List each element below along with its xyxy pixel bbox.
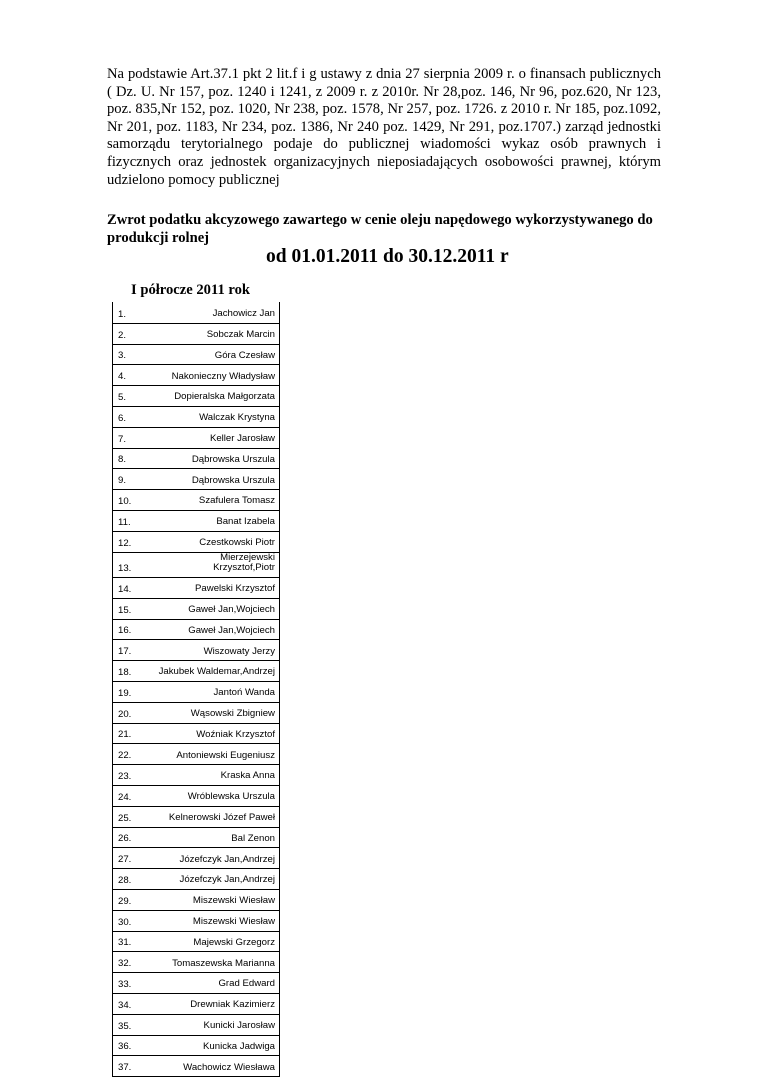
row-number: 16. bbox=[118, 625, 132, 637]
table-row bbox=[113, 681, 279, 702]
row-number: 34. bbox=[118, 999, 132, 1011]
recipient-name: Józefczyk Jan,Andrzej bbox=[179, 874, 275, 886]
row-number: 13. bbox=[118, 563, 132, 575]
table-row bbox=[113, 723, 279, 744]
row-number: 4. bbox=[118, 371, 127, 383]
intro-paragraph: Na podstawie Art.37.1 pkt 2 lit.f i g ustawy z dnia 27 sierpnia 2009 r. o finansach publicznych ( Dz. U. Nr 157, poz. 1240 i 1241, z 2009 r. z 2010r. Nr 28,poz. 146, Nr 96, poz.620, Nr 123, poz. 835,Nr 152, poz. 1020, Nr 238, poz. 1578, Nr 257, poz. 1726. z 2010 r. Nr 185, poz.1092, Nr 201, poz. 1183, Nr 234, poz. 1386, Nr 240 poz. 1429, Nr 291, poz.1707.) zarząd jednostki samorządu terytorialnego podaje do publicznej wiadomości wykaz osób prawnych i fizycznych oraz jednostek organizacyjnych nieposiadających osobowości prawnej, którym udzielono pomocy publicznej bbox=[107, 66, 661, 188]
row-number: 33. bbox=[118, 979, 132, 990]
row-number: 25. bbox=[118, 812, 132, 824]
table-row bbox=[113, 1055, 279, 1076]
row-number: 15. bbox=[118, 604, 132, 616]
row-number: 3. bbox=[118, 350, 127, 362]
table-row bbox=[113, 785, 279, 806]
table-row bbox=[113, 951, 279, 972]
row-number: 35. bbox=[118, 1020, 132, 1032]
row-number: 17. bbox=[118, 646, 132, 658]
table-row bbox=[113, 806, 279, 827]
recipient-name: Kunicki Jarosław bbox=[203, 1020, 275, 1031]
row-number: 32. bbox=[118, 958, 132, 970]
row-number: 14. bbox=[118, 583, 132, 595]
table-row bbox=[113, 1035, 279, 1056]
row-number: 11. bbox=[118, 516, 131, 528]
recipient-name: Jakubek Waldemar,Andrzej bbox=[158, 666, 275, 678]
row-number: 6. bbox=[118, 412, 127, 424]
recipient-name: Kelnerowski Józef Paweł bbox=[168, 812, 275, 824]
table-row bbox=[113, 993, 279, 1014]
table-row bbox=[113, 639, 279, 660]
recipient-name: Bal Zenon bbox=[231, 832, 275, 844]
table-row bbox=[113, 323, 279, 344]
row-number: 31. bbox=[118, 937, 132, 949]
recipient-name: Wąsowski Zbigniew bbox=[190, 708, 275, 720]
recipient-name: Gaweł Jan,Wojciech bbox=[188, 624, 275, 636]
row-number: 21. bbox=[118, 729, 132, 741]
row-number: 36. bbox=[118, 1041, 132, 1053]
date-range-title: od 01.01.2011 do 30.12.2011 r bbox=[266, 246, 509, 267]
row-number: 22. bbox=[118, 750, 132, 762]
recipient-name: Tomaszewska Marianna bbox=[172, 957, 275, 969]
row-number: 20. bbox=[118, 708, 132, 720]
recipient-name: Woźniak Krzysztof bbox=[196, 728, 275, 740]
recipient-name: Sobczak Marcin bbox=[206, 329, 275, 340]
recipient-name: Mierzejewski Krzysztof,Piotr bbox=[213, 551, 275, 574]
recipient-name: Walczak Krystyna bbox=[199, 412, 275, 424]
recipient-name: Szafulera Tomasz bbox=[198, 495, 275, 507]
row-number: 29. bbox=[118, 895, 132, 907]
row-number: 1. bbox=[118, 308, 127, 320]
row-number: 30. bbox=[118, 916, 132, 928]
recipient-name: Góra Czesław bbox=[214, 349, 275, 361]
section-heading: Zwrot podatku akcyzowego zawartego w cenie oleju napędowego wykorzystywanego do produkcji rolnej bbox=[107, 212, 653, 246]
recipient-name: Dopieralska Małgorzata bbox=[174, 391, 275, 403]
recipient-name: Antoniewski Eugeniusz bbox=[176, 749, 275, 761]
table-row bbox=[113, 743, 279, 764]
recipient-name: Majewski Grzegorz bbox=[193, 936, 275, 948]
row-number: 18. bbox=[118, 667, 132, 679]
table-row bbox=[113, 468, 279, 489]
recipient-name: Miszewski Wiesław bbox=[192, 916, 275, 928]
recipient-name: Dąbrowska Urszula bbox=[191, 453, 275, 465]
table-row bbox=[113, 910, 279, 931]
recipient-name: Jachowicz Jan bbox=[212, 308, 275, 320]
recipient-name: Dąbrowska Urszula bbox=[191, 474, 275, 486]
row-number: 5. bbox=[118, 391, 127, 403]
table-row bbox=[113, 1014, 279, 1035]
recipient-name: Grad Edward bbox=[218, 978, 275, 990]
table-row bbox=[113, 489, 279, 510]
table-row bbox=[113, 510, 279, 531]
row-number: 27. bbox=[118, 854, 132, 866]
recipient-name: Pawelski Krzysztof bbox=[195, 583, 275, 595]
table-row bbox=[113, 702, 279, 723]
table-row bbox=[113, 364, 279, 385]
row-number: 9. bbox=[118, 475, 127, 487]
table-row bbox=[113, 385, 279, 406]
row-number: 26. bbox=[118, 833, 132, 845]
table-row bbox=[113, 868, 279, 889]
half-year-label: I półrocze 2011 rok bbox=[131, 282, 251, 298]
recipient-name: Nakonieczny Władysław bbox=[171, 370, 275, 382]
row-number: 37. bbox=[118, 1062, 132, 1074]
table-row bbox=[113, 598, 279, 619]
row-number: 19. bbox=[118, 687, 132, 699]
recipient-table bbox=[112, 302, 280, 1077]
table-row bbox=[113, 847, 279, 868]
recipient-name: Wiszowaty Jerzy bbox=[203, 645, 275, 657]
table-row bbox=[113, 619, 279, 640]
recipient-name: Gaweł Jan,Wojciech bbox=[188, 604, 275, 616]
recipient-name: Kraska Anna bbox=[220, 770, 275, 782]
table-row bbox=[113, 827, 279, 848]
table-row bbox=[113, 660, 279, 681]
recipient-name: Jantoń Wanda bbox=[213, 687, 275, 699]
row-number: 12. bbox=[118, 537, 132, 549]
table-row bbox=[113, 552, 279, 578]
recipient-name: Drewniak Kazimierz bbox=[190, 999, 275, 1011]
table-row bbox=[113, 889, 279, 910]
table-row bbox=[113, 427, 279, 448]
row-number: 7. bbox=[118, 433, 127, 445]
recipient-name: Kunicka Jadwiga bbox=[203, 1040, 275, 1052]
table-row bbox=[113, 406, 279, 427]
recipient-name: Wróblewska Urszula bbox=[187, 791, 275, 803]
table-row bbox=[113, 448, 279, 469]
table-row bbox=[113, 972, 279, 993]
table-row bbox=[113, 302, 279, 323]
recipient-name: Miszewski Wiesław bbox=[192, 895, 275, 907]
row-number: 2. bbox=[118, 329, 127, 341]
table-row bbox=[113, 764, 279, 785]
table-row bbox=[113, 344, 279, 365]
row-number: 24. bbox=[118, 791, 132, 803]
recipient-name: Czestkowski Piotr bbox=[199, 536, 275, 548]
table-row bbox=[113, 531, 279, 552]
table-row bbox=[113, 931, 279, 952]
row-number: 28. bbox=[118, 875, 132, 887]
row-number: 10. bbox=[118, 495, 132, 507]
row-number: 8. bbox=[118, 454, 127, 466]
recipient-name: Banat Izabela bbox=[216, 516, 275, 528]
recipient-name: Józefczyk Jan,Andrzej bbox=[179, 853, 275, 865]
row-number: 23. bbox=[118, 771, 132, 783]
recipient-name: Wachowicz Wiesława bbox=[183, 1061, 275, 1073]
recipient-name: Keller Jarosław bbox=[209, 432, 275, 444]
table-row bbox=[113, 577, 279, 598]
